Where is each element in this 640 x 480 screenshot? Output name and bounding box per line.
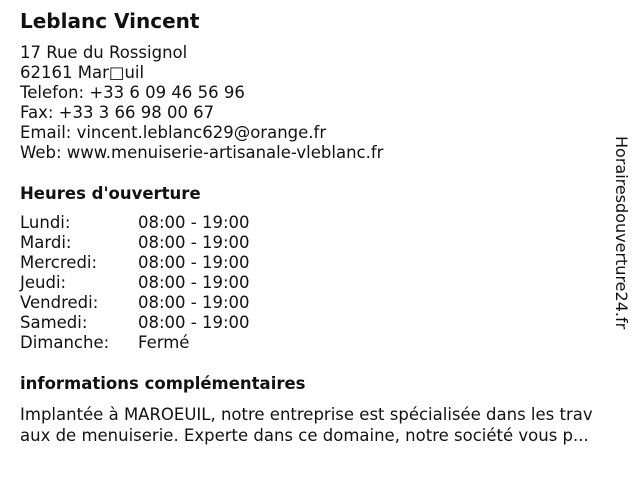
day-hours: 08:00 - 19:00 (138, 253, 250, 272)
opening-hours-heading: Heures d'ouverture (20, 184, 201, 203)
business-description (20, 404, 626, 446)
description-line: aux de menuiserie. Experte dans ce domaine, notre société vous p... (20, 426, 589, 445)
contact-block (20, 43, 383, 163)
street-address: 17 Rue du Rossignol (20, 43, 188, 62)
day-hours: 08:00 - 19:00 (138, 213, 250, 232)
day-label: Lundi: (20, 213, 71, 232)
day-label: Samedi: (20, 313, 88, 332)
hours-row (20, 253, 250, 273)
day-hours: 08:00 - 19:00 (138, 273, 250, 292)
hours-row (20, 213, 250, 233)
hours-row (20, 313, 250, 333)
day-label: Mercredi: (20, 253, 98, 272)
day-label: Mardi: (20, 233, 72, 252)
day-hours: 08:00 - 19:00 (138, 313, 250, 332)
hours-row (20, 293, 250, 313)
day-label: Vendredi: (20, 293, 99, 312)
day-hours: 08:00 - 19:00 (138, 293, 250, 312)
day-label: Jeudi: (20, 273, 67, 292)
day-hours: 08:00 - 19:00 (138, 233, 250, 252)
opening-hours-table (20, 213, 250, 353)
day-hours: Fermé (138, 333, 190, 352)
site-watermark: Horairesdouverture24.fr (612, 136, 631, 330)
fax-number: Fax: +33 3 66 98 00 67 (20, 103, 215, 122)
hours-row (20, 333, 250, 353)
description-line: Implantée à MAROEUIL, notre entreprise est spécialisée dans les trav (20, 405, 593, 424)
phone-number: Telefon: +33 6 09 46 56 96 (20, 83, 245, 102)
business-name: Leblanc Vincent (20, 9, 200, 33)
hours-row (20, 233, 250, 253)
website-address: Web: www.menuiserie-artisanale-vleblanc.fr (20, 143, 384, 162)
postal-city: 62161 Mar□uil (20, 63, 145, 82)
day-label: Dimanche: (20, 333, 110, 352)
hours-row (20, 273, 250, 293)
additional-info-heading: informations complémentaires (20, 374, 306, 393)
email-address: Email: vincent.leblanc629@orange.fr (20, 123, 327, 142)
